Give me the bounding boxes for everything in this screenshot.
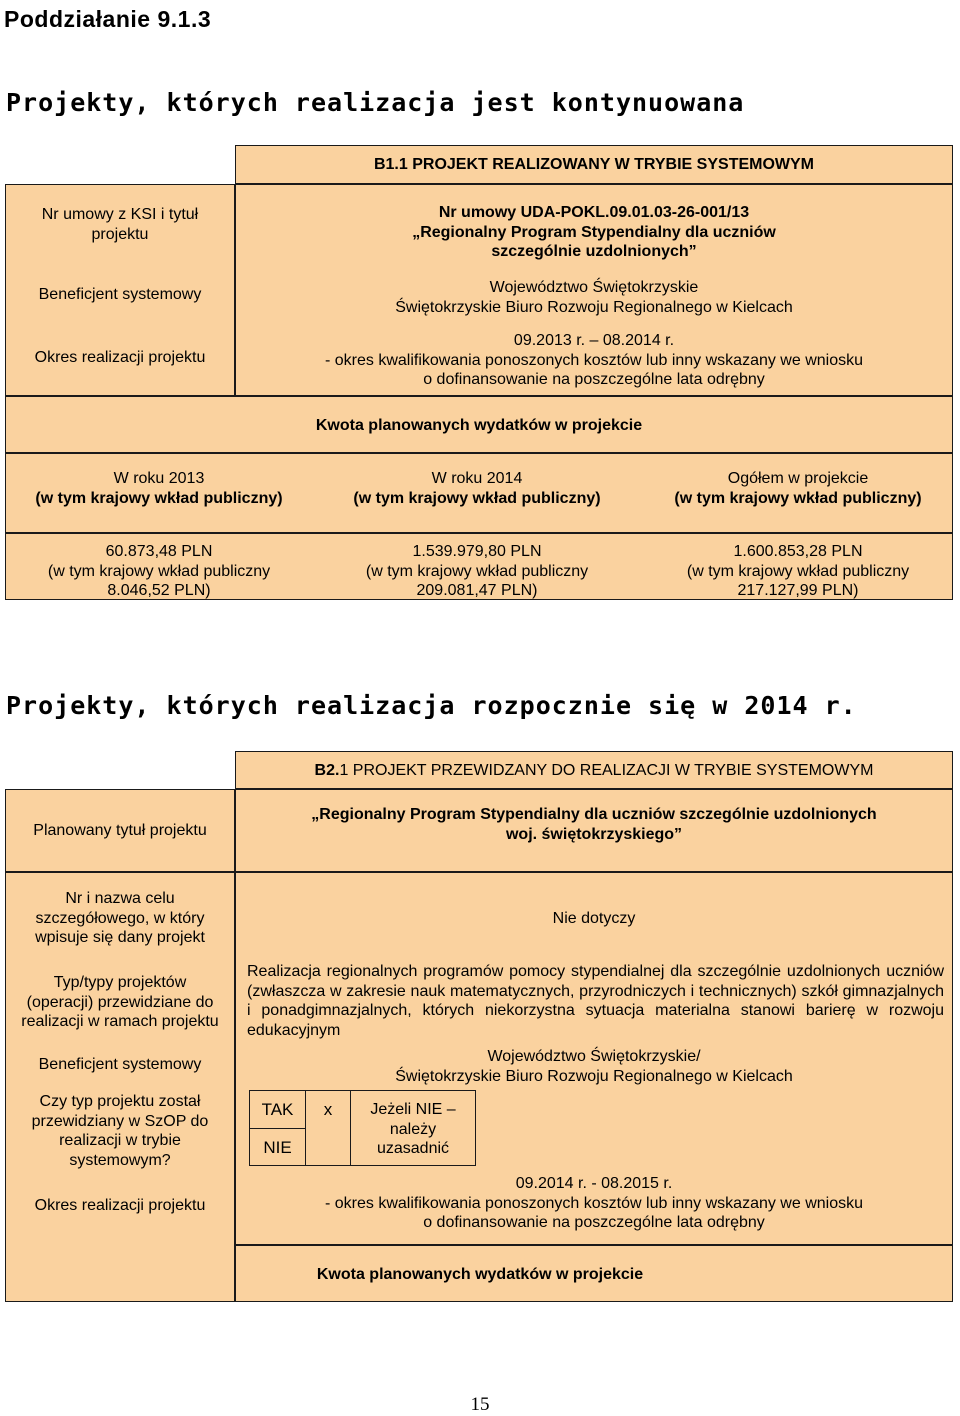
szop-mark-cell: [306, 1090, 351, 1166]
budget-col-total: Ogółem w projekcie (w tym krajowy wkład publiczny): [674, 470, 922, 507]
section2-heading: Projekty, których realizacja rozpocznie się w 2014 r.: [6, 691, 857, 720]
goal-label: Nr i nazwa celu szczegółowego, w który wpisuje się dany projekt: [35, 890, 205, 946]
contract-value: Nr umowy UDA-POKL.09.01.03-26-001/13 „Regionalny Program Stypendialny dla uczniów szczególnie uzdolnionych”: [412, 204, 776, 260]
section1-project-header: B1.1 PROJEKT REALIZOWANY W TRYBIE SYSTEMOWYM: [373, 156, 815, 173]
szop-yes: TAK: [261, 1100, 294, 1119]
beneficiary-value: Województwo Świętokrzyskie Świętokrzyskie Biuro Rozwoju Regionalnego w Kielcach: [395, 279, 793, 316]
type-label: Typ/typy projektów (operacji) przewidziane do realizacji w ramach projektu: [21, 974, 219, 1030]
budget-value-2013: 60.873,48 PLN (w tym krajowy wkład publiczny 8.046,52 PLN): [47, 543, 271, 599]
szop-justify-cell: [351, 1090, 476, 1166]
section2-value-column: [235, 872, 953, 1245]
beneficiary2-value: Województwo Świętokrzyskie/ Świętokrzyskie Biuro Rozwoju Regionalnego w Kielcach: [395, 1048, 793, 1085]
budget-value-2014: 1.539.979,80 PLN (w tym krajowy wkład publiczny 209.081,47 PLN): [365, 543, 589, 599]
szop-label: Czy typ projektu został przewidziany w SzOP do realizacji w trybie systemowym?: [31, 1093, 209, 1169]
szop-yes-mark: x: [323, 1100, 333, 1119]
szop-justify-text: Jeżeli NIE – należy uzasadnić: [370, 1101, 456, 1157]
section2-label-column: [5, 872, 235, 1302]
section1-budget-header-cell: [5, 396, 953, 453]
szop-yes-no-cell: [249, 1090, 306, 1166]
planned-title-label: Planowany tytuł projektu: [33, 822, 207, 839]
section1-budget-header: Kwota planowanych wydatków w projekcie: [315, 417, 643, 434]
period2-value: 09.2014 r. - 08.2015 r. - okres kwalifikowania ponoszonych kosztów lub inny wskazany we wniosku o dofinansowanie na poszczególne lata odrębny: [324, 1175, 864, 1231]
contract-label: Nr umowy z KSI i tytuł projektu: [41, 206, 199, 243]
section2-budget-header: Kwota planowanych wydatków w projekcie: [316, 1266, 644, 1283]
section1-label-column: [5, 184, 235, 396]
budget-col-2013: W roku 2013 (w tym krajowy wkład publiczny): [35, 470, 283, 507]
budget-col-2014: W roku 2014 (w tym krajowy wkład publiczny): [353, 470, 601, 507]
beneficiary-label: Beneficjent systemowy: [38, 286, 202, 303]
type-value: Realizacja regionalnych programów pomocy stypendialnej dla szczególnie uzdolnionych uczniów (zwłaszcza w zakresie nauk matematycznych, przyrodniczych i technicznych) szkół gimnazjalnych i ponadgimnazjalnych, których niekorzystna sytuacja materialna stanowi barierę w rozwoju edukacyjnym: [247, 963, 944, 1039]
budget-columns-row: [5, 453, 953, 533]
szop-divider: [250, 1128, 305, 1129]
page-number: 15: [470, 1394, 490, 1415]
budget-values-row: [5, 533, 953, 600]
section2-project-header-cell: [235, 751, 953, 789]
section1-heading: Projekty, których realizacja jest kontynuowana: [6, 88, 745, 117]
subaction-heading: Poddziałanie 9.1.3: [4, 6, 212, 32]
section2-budget-header-cell: [235, 1245, 953, 1302]
szop-no: NIE: [263, 1138, 292, 1157]
section1-value-column: [235, 184, 953, 396]
section2-project-header: B2.1 PROJEKT PRZEWIDZANY DO REALIZACJI W TRYBIE SYSTEMOWYM: [314, 762, 874, 779]
planned-title-value-cell: [235, 789, 953, 872]
budget-value-total: 1.600.853,28 PLN (w tym krajowy wkład publiczny 217.127,99 PLN): [686, 543, 910, 599]
beneficiary2-label: Beneficjent systemowy: [38, 1056, 202, 1073]
planned-title-value: „Regionalny Program Stypendialny dla uczniów szczególnie uzdolnionych woj. świętokrzyskiego”: [311, 806, 877, 843]
section1-project-header-cell: [235, 145, 953, 184]
period2-label: Okres realizacji projektu: [34, 1197, 206, 1214]
period-label: Okres realizacji projektu: [34, 349, 206, 366]
period-value: 09.2013 r. – 08.2014 r. - okres kwalifikowania ponoszonych kosztów lub inny wskazany we wniosku o dofinansowanie na poszczególne lata odrębny: [324, 332, 864, 388]
goal-value: Nie dotyczy: [552, 910, 636, 927]
planned-title-label-cell: [5, 789, 235, 872]
